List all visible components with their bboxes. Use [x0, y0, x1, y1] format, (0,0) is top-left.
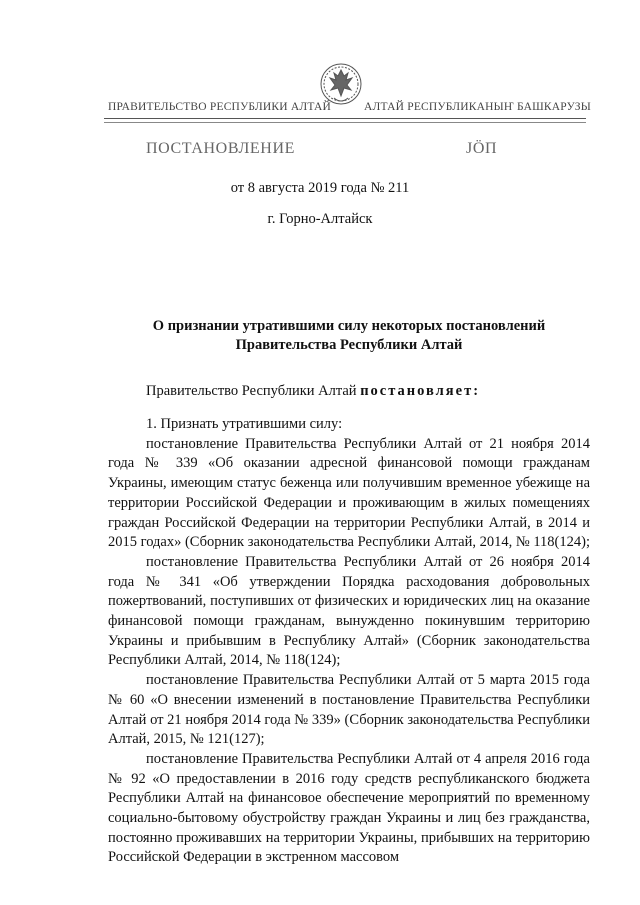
intro-line	[146, 383, 480, 400]
doc-type-right: ЈӦП	[466, 140, 498, 157]
header-left-title: ПРАВИТЕЛЬСТВО РЕСПУБЛИКИ АЛТАЙ	[108, 101, 332, 113]
intro-text: Правительство Республики Алтай	[146, 383, 361, 399]
paragraph: постановление Правительства Республики Алтай от 5 марта 2015 года № 60 «О внесении изменений в постановление Правительства Республики Алтай от 21 ноября 2014 года № 339» (Сборник законодательства Республики Алтай, 2015, № 121(127);	[108, 672, 590, 748]
intro-emphasis: постановляет:	[360, 383, 481, 399]
title-line-2: Правительства Республики Алтай	[235, 337, 463, 353]
paragraph-item-1: 1. Признать утратившими силу:	[146, 416, 343, 432]
paragraph: постановление Правительства Республики Алтай от 21 ноября 2014 года № 339 «Об оказании адресной финансовой помощи гражданам Украины, имеющим статус беженца или получившим временное убежище на территории Российской Федерации и проживающим в жилых помещениях граждан Российской Федерации на территории Республики Алтай, в 2014 и 2015 годах» (Сборник законодательства Республики Алтай, 2014, № 118(124);	[108, 435, 590, 551]
title-line-1: О признании утратившими силу некоторых постановлений	[152, 318, 546, 334]
paragraph: постановление Правительства Республики Алтай от 4 апреля 2016 года № 92 «О предоставлении в 2016 году средств республиканского бюджета Республики Алтай на финансовое обеспечение мероприятий по временному социально-бытовому обустройству граждан Украины и лиц без гражданства, постоянно проживавших на территории Украины, прибывших на территорию Российской Федерации в экстренном массовом	[108, 750, 590, 866]
document-body	[108, 415, 590, 868]
doc-type-left: ПОСТАНОВЛЕНИЕ	[146, 140, 295, 157]
document-city: г. Горно-Алтайск	[267, 211, 373, 227]
document-title	[108, 317, 590, 355]
paragraph: постановление Правительства Республики Алтай от 26 ноября 2014 года № 341 «Об утверждении Порядка расходования добровольных пожертвований, поступивших от физических и юридических лиц на оказание финансовой помощи гражданам, вынужденно покинувшим территорию Украины и прибывшим в Республику Алтай» (Сборник законодательства Республики Алтай, 2014, № 118(124);	[108, 553, 590, 669]
header-divider-thin	[104, 122, 586, 123]
document-date: от 8 августа 2019 года № 211	[230, 180, 410, 196]
header-divider	[104, 118, 586, 119]
header-right-title: АЛТАЙ РЕСПУБЛИКАНЫҤ БАШКАРУЗЫ	[364, 101, 591, 113]
